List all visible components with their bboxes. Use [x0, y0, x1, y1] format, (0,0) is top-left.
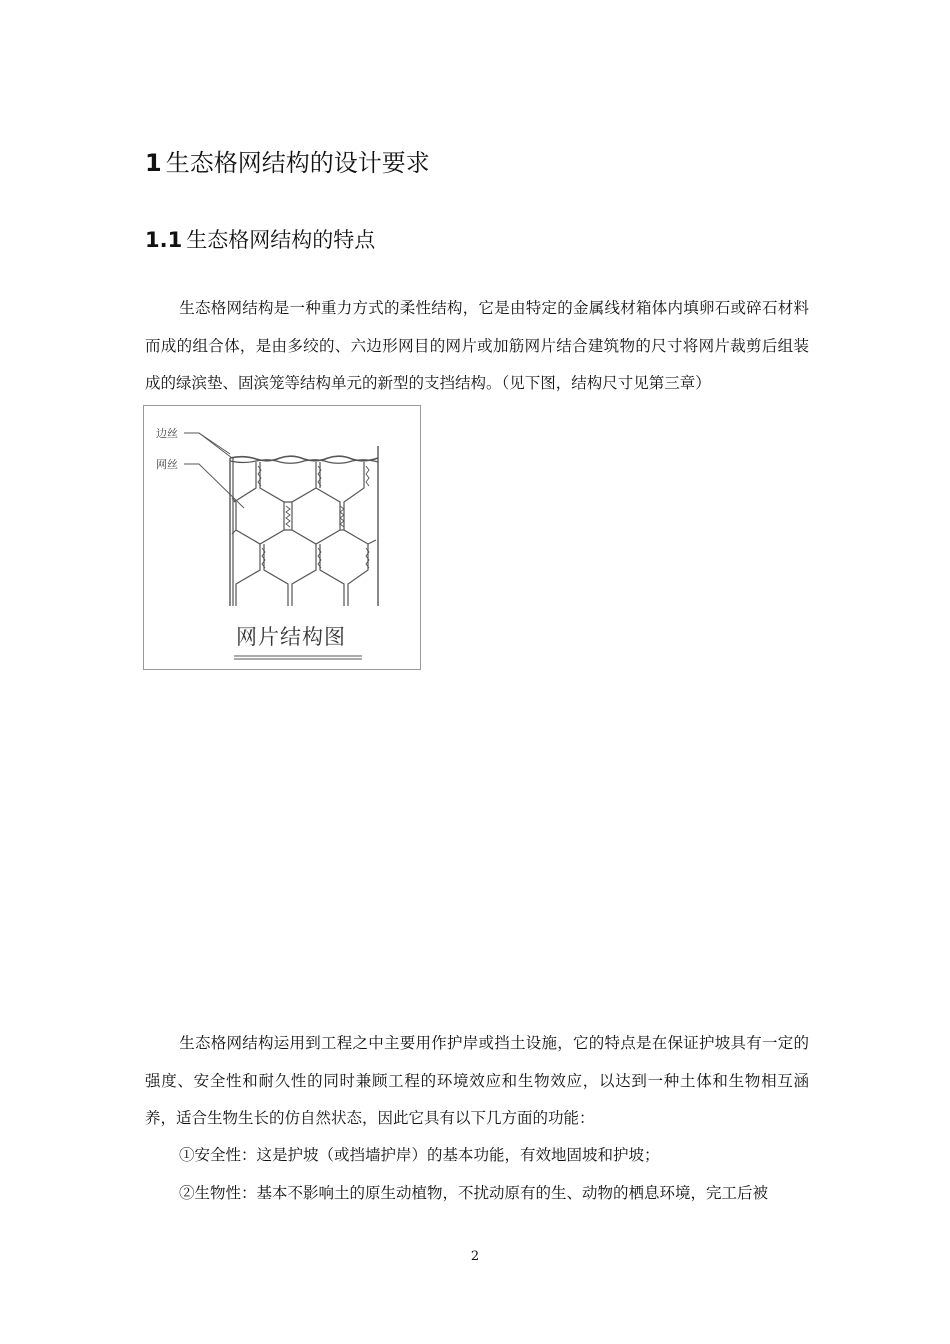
page-number: 2 [470, 1249, 480, 1264]
section-title: 生态格网结构的设计要求 [165, 149, 430, 177]
intro-paragraph-text: 生态格网结构是一种重力方式的柔性结构，它是由特定的金属线材箱体内填卵石或碎石材料而成的组合体，是由多绞的、六边形网目的网片或加筋网片结合建筑物的尺寸将网片裁剪后组装成的绿滨垫、固滨笼等结构单元的新型的支挡结构。（见下图，结构尺寸见第三章） [145, 299, 809, 392]
subsection-number: 1.1 [145, 228, 183, 252]
edge-wire-label: 边丝 [156, 427, 178, 440]
mesh-wire-label: 网丝 [156, 458, 178, 471]
section-heading [145, 146, 430, 180]
subsection-title: 生态格网结构的特点 [186, 228, 376, 252]
list-item-biological: ②生物性：基本不影响土的原生动植物，不扰动原有的生、动物的栖息环境，完工后被 [179, 1184, 769, 1202]
subsection-heading [145, 224, 375, 256]
figure-caption: 网片结构图 [236, 625, 346, 649]
function-paragraph-text: 生态格网结构运用到工程之中主要用作护岸或挡土设施，它的特点是在保证护坡具有一定的强度、安全性和耐久性的同时兼顾工程的环境效应和生物效应，以达到一种土体和生物相互涵养，适合生物生长的仿自然状态，因此它具有以下几方面的功能： [145, 1034, 809, 1127]
list-item-safety: ①安全性：这是护坡（或挡墙护岸）的基本功能，有效地固坡和护坡； [179, 1146, 660, 1164]
intro-paragraph [145, 290, 809, 403]
section-number: 1 [145, 149, 162, 177]
function-paragraph [145, 1025, 809, 1138]
